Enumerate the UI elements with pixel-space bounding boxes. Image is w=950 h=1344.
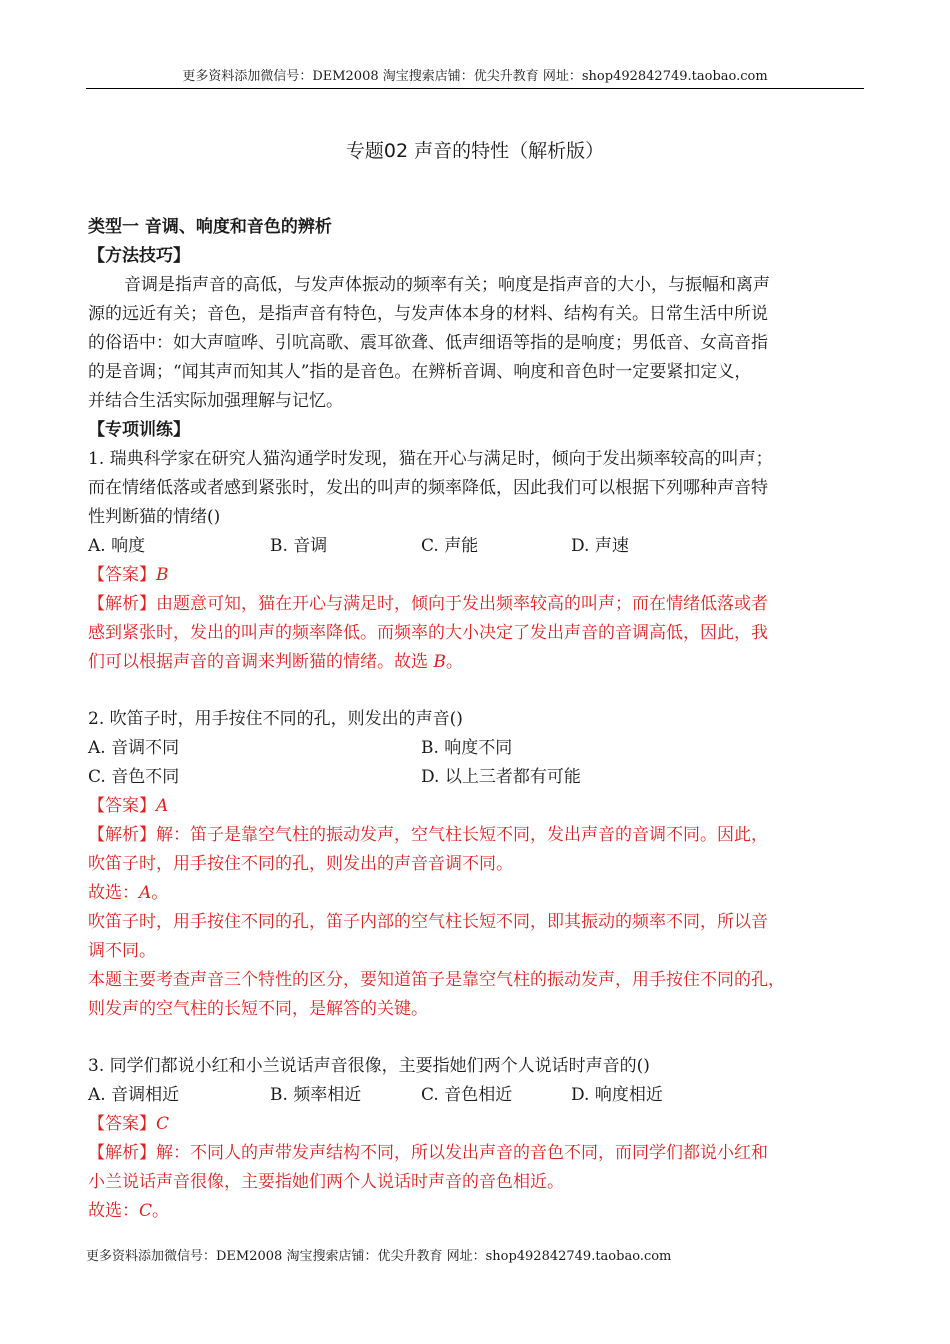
option-d: D. 响度相近 bbox=[571, 1085, 663, 1105]
question-1-stem: 而在情绪低落或者感到紧张时，发出的叫声的频率降低，因此我们可以根据下列哪种声音特 bbox=[88, 478, 768, 498]
question-3-stem: 3. 同学们都说小红和小兰说话声音很像，主要指她们两个人说话时声音的() bbox=[88, 1056, 650, 1076]
answer-value: C bbox=[156, 1114, 170, 1134]
answer-label: 【答案】 bbox=[88, 1114, 156, 1134]
document-body bbox=[88, 213, 866, 1226]
option-b: B. 音调 bbox=[270, 536, 328, 556]
question-2-options bbox=[88, 763, 866, 792]
choose-letter: A bbox=[139, 883, 152, 903]
analysis-label: 【解析】 bbox=[88, 1143, 156, 1163]
question-3-analysis: 小兰说话声音很像，主要指她们两个人说话时声音的音色相近。 bbox=[88, 1172, 564, 1192]
page-title: 专题02 声音的特性（解析版） bbox=[345, 140, 605, 162]
question-1-analysis bbox=[88, 648, 866, 677]
spacer bbox=[88, 677, 866, 705]
question-2-extra: 吹笛子时，用手按住不同的孔，笛子内部的空气柱长短不同，即其振动的频率不同，所以音 bbox=[88, 912, 768, 932]
option-a: A. 响度 bbox=[88, 536, 146, 556]
analysis-label: 【解析】 bbox=[88, 594, 156, 614]
question-3-analysis bbox=[88, 1139, 866, 1168]
option-c: C. 音色不同 bbox=[88, 767, 180, 787]
question-1-answer bbox=[88, 561, 866, 590]
question-2-extra: 则发声的空气柱的长短不同，是解答的关键。 bbox=[88, 999, 428, 1019]
option-d: D. 以上三者都有可能 bbox=[421, 767, 581, 787]
page-header: 更多资料添加微信号：DEM2008 淘宝搜索店铺：优尖升教育 网址：shop492842749.taobao.com bbox=[182, 69, 768, 84]
question-2-stem: 2. 吹笛子时，用手按住不同的孔，则发出的声音() bbox=[88, 709, 463, 729]
question-3-options bbox=[88, 1081, 866, 1110]
analysis-text: 解：笛子是靠空气柱的振动发声，空气柱长短不同，发出声音的音调不同。因此， bbox=[156, 825, 768, 845]
answer-value: B bbox=[156, 565, 169, 585]
question-2-options bbox=[88, 734, 866, 763]
answer-value: A bbox=[156, 796, 169, 816]
question-2-choose bbox=[88, 879, 866, 908]
option-a: A. 音调不同 bbox=[88, 738, 180, 758]
choose-prefix: 故选： bbox=[88, 1201, 139, 1221]
question-2-answer bbox=[88, 792, 866, 821]
question-2-analysis bbox=[88, 821, 866, 850]
analysis-text: 由题意可知，猫在开心与满足时，倾向于发出频率较高的叫声；而在情绪低落或者 bbox=[156, 594, 768, 614]
method-paragraph-line: 源的远近有关；音色，是指声音有特色，与发声体本身的材料、结构有关。日常生活中所说 bbox=[88, 304, 768, 324]
analysis-text: 。 bbox=[445, 652, 463, 672]
analysis-choice: B bbox=[433, 652, 446, 672]
choose-prefix: 故选： bbox=[88, 883, 139, 903]
question-1-stem: 1. 瑞典科学家在研究人猫沟通学时发现，猫在开心与满足时，倾向于发出频率较高的叫声； bbox=[88, 449, 773, 469]
option-c: C. 声能 bbox=[421, 536, 479, 556]
option-b: B. 频率相近 bbox=[270, 1085, 362, 1105]
question-1-analysis: 感到紧张时，发出的叫声的频率降低。而频率的大小决定了发出声音的音调高低，因此，我 bbox=[88, 623, 768, 643]
question-1-stem: 性判断猫的情绪() bbox=[88, 507, 221, 527]
option-a: A. 音调相近 bbox=[88, 1085, 180, 1105]
header-divider bbox=[86, 88, 864, 89]
answer-label: 【答案】 bbox=[88, 565, 156, 585]
option-c: C. 音色相近 bbox=[421, 1085, 513, 1105]
type-heading: 类型一 音调、响度和音色的辨析 bbox=[88, 217, 332, 237]
analysis-text: 解：不同人的声带发声结构不同，所以发出声音的音色不同，而同学们都说小红和 bbox=[156, 1143, 768, 1163]
question-1-options bbox=[88, 532, 866, 561]
question-2-extra: 本题主要考查声音三个特性的区分，要知道笛子是靠空气柱的振动发声，用手按住不同的孔， bbox=[88, 970, 785, 990]
method-paragraph-line: 音调是指声音的高低，与发声体振动的频率有关；响度是指声音的大小，与振幅和离声 bbox=[124, 275, 770, 295]
question-1-analysis bbox=[88, 590, 866, 619]
analysis-label: 【解析】 bbox=[88, 825, 156, 845]
method-paragraph-line: 的是音调；“闻其声而知其人”指的是音色。在辨析音调、响度和音色时一定要紧扣定义， bbox=[88, 362, 752, 382]
question-2-extra: 调不同。 bbox=[88, 941, 156, 961]
spacer bbox=[88, 1024, 866, 1052]
question-3-choose bbox=[88, 1197, 866, 1226]
choose-suffix: 。 bbox=[152, 1201, 170, 1221]
option-d: D. 声速 bbox=[571, 536, 629, 556]
method-heading: 【方法技巧】 bbox=[88, 246, 190, 266]
option-b: B. 响度不同 bbox=[421, 738, 513, 758]
choose-letter: C bbox=[139, 1201, 153, 1221]
training-heading: 【专项训练】 bbox=[88, 420, 190, 440]
question-2-analysis: 吹笛子时，用手按住不同的孔，则发出的声音音调不同。 bbox=[88, 854, 513, 874]
page-footer: 更多资料添加微信号：DEM2008 淘宝搜索店铺：优尖升教育 网址：shop492842749.taobao.com bbox=[86, 1249, 672, 1264]
analysis-text: 们可以根据声音的音调来判断猫的情绪。故选 bbox=[88, 652, 434, 672]
method-paragraph-line: 并结合生活实际加强理解与记忆。 bbox=[88, 391, 343, 411]
choose-suffix: 。 bbox=[151, 883, 169, 903]
method-paragraph-line: 的俗语中：如大声喧哗、引吭高歌、震耳欲聋、低声细语等指的是响度；男低音、女高音指 bbox=[88, 333, 768, 353]
answer-label: 【答案】 bbox=[88, 796, 156, 816]
question-3-answer bbox=[88, 1110, 866, 1139]
